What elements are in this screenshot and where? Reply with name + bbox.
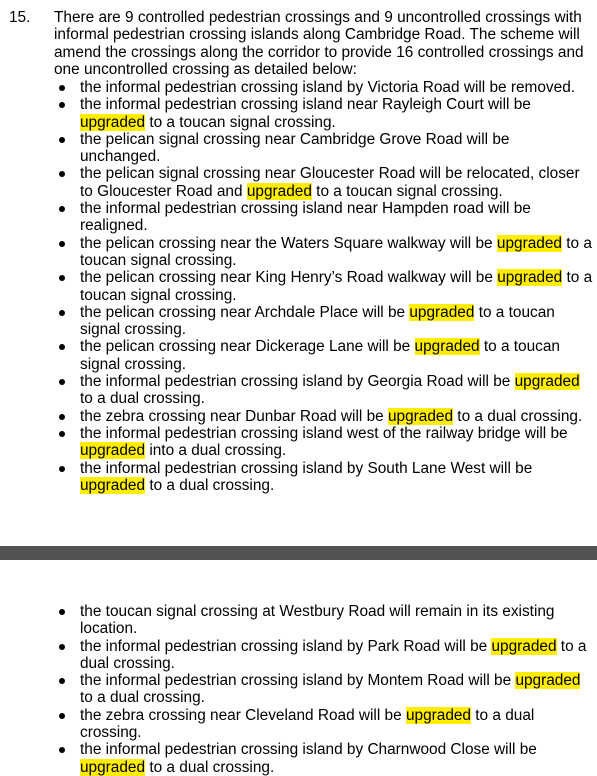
bullet-text-continued: to a toucan signal crossing. (80, 303, 555, 339)
bullet-dot-icon (59, 102, 65, 108)
bullet-item (0, 408, 597, 425)
highlighted-text: upgraded (491, 637, 557, 655)
bullet-dot-icon (59, 344, 65, 350)
bullet-dot-icon (59, 275, 65, 281)
bullet-text-continued: to a toucan signal crossing. (145, 113, 336, 131)
highlighted-text: upgraded (80, 476, 146, 494)
highlighted-text: upgraded (409, 303, 475, 321)
bullet-dot-icon (59, 431, 65, 437)
highlighted-text: upgraded (514, 373, 580, 391)
bullet-text-continued: to a dual crossing. (80, 689, 205, 707)
bullet-dot-icon (59, 713, 65, 719)
bullet-text: the informal pedestrian crossing island by Charnwood Close will be (80, 741, 537, 759)
highlighted-text: upgraded (80, 758, 146, 776)
bullet-dot-icon (59, 747, 65, 753)
bullet-item (0, 425, 597, 460)
bullet-dot-icon (59, 466, 65, 472)
bullet-item (0, 304, 597, 339)
highlighted-text: upgraded (515, 672, 581, 690)
document-page-bottom (0, 598, 597, 776)
bullet-text: the toucan signal crossing at Westbury Road will remain in its existing location. (80, 603, 555, 638)
bullet-dot-icon (59, 379, 65, 385)
highlighted-text: upgraded (80, 442, 146, 460)
bullet-dot-icon (59, 206, 65, 212)
paragraph-intro: There are 9 controlled pedestrian crossings and 9 uncontrolled crossings with informal pedestrian crossing islands along Cambridge Road. The scheme will amend the crossings along the corridor to provide 16 controlled crossings and one uncontrolled crossing as detailed below: (54, 9, 584, 78)
bullet-dot-icon (59, 414, 65, 420)
bullet-item (0, 741, 597, 776)
bullet-text: the pelican crossing near Dickerage Lane will be (80, 338, 415, 356)
bullet-dot-icon (59, 609, 65, 615)
bullet-text: the pelican signal crossing near Gloucester Road will be relocated, closer to Gloucester Road and (80, 165, 580, 200)
bullet-dot-icon (59, 171, 65, 177)
bullet-dot-icon (59, 137, 65, 143)
bullet-text: the pelican crossing near the Waters Square walkway will be (80, 234, 497, 252)
bullet-text-continued: to a dual crossing. (80, 637, 587, 672)
highlighted-text: upgraded (246, 182, 312, 200)
bullet-text-continued: to a toucan signal crossing. (80, 338, 560, 373)
bullet-dot-icon (59, 241, 65, 247)
paragraph-number: 15. (9, 9, 31, 26)
bullet-item (0, 131, 597, 166)
highlighted-text: upgraded (405, 706, 471, 724)
bullet-item (0, 373, 597, 408)
highlighted-text: upgraded (496, 234, 562, 252)
bullet-item (0, 460, 597, 495)
bullet-text: the pelican crossing near Archdale Place will be (80, 303, 410, 321)
highlighted-text: upgraded (80, 113, 146, 131)
bullet-item (0, 200, 597, 235)
bullet-text: the informal pedestrian crossing island by Park Road will be (80, 637, 492, 655)
bullet-text: the informal pedestrian crossing island by Victoria Road will be removed. (80, 79, 576, 96)
bullet-text-continued: to a toucan signal crossing. (80, 269, 593, 304)
bullet-text: the informal pedestrian crossing island by Montem Road will be (80, 672, 516, 690)
bullet-text: the zebra crossing near Cleveland Road will be (80, 706, 406, 724)
highlighted-text: upgraded (414, 338, 480, 356)
bullet-text: the pelican crossing near King Henry’s Road walkway will be (80, 269, 498, 287)
bullet-text-continued: to a dual crossing. (80, 706, 535, 742)
bullet-text-continued: to a toucan signal crossing. (80, 234, 592, 269)
bullet-item (0, 638, 597, 673)
bullet-item (0, 269, 597, 304)
highlighted-text: upgraded (497, 269, 563, 287)
bullet-dot-icon (59, 310, 65, 316)
bullet-item (0, 603, 597, 638)
bullet-text: the informal pedestrian crossing island near Rayleigh Court will be (80, 96, 531, 114)
bullet-dot-icon (59, 678, 65, 684)
bullet-text-continued: to a dual crossing. (145, 476, 275, 494)
highlighted-text: upgraded (387, 407, 454, 425)
bullet-text-continued: to a dual crossing. (453, 407, 583, 425)
page-break-divider (0, 546, 597, 560)
bullet-item (0, 79, 597, 96)
crossings-bullet-list-page-2 (0, 603, 597, 776)
bullet-text-continued: to a dual crossing. (80, 390, 205, 408)
bullet-text-continued: into a dual crossing. (145, 442, 287, 460)
bullet-text: the informal pedestrian crossing island by South Lane West will be (80, 459, 533, 477)
bullet-dot-icon (59, 85, 65, 91)
bullet-text-continued: to a toucan signal crossing. (311, 182, 503, 200)
bullet-text-continued: to a dual crossing. (145, 758, 275, 776)
bullet-text: the informal pedestrian crossing island by Georgia Road will be (80, 373, 515, 391)
bullet-text: the pelican signal crossing near Cambridge Grove Road will be unchanged. (80, 130, 510, 166)
bullet-text: the informal pedestrian crossing island west of the railway bridge will be (80, 424, 568, 442)
bullet-item (0, 338, 597, 373)
bullet-item (0, 707, 597, 742)
bullet-item (0, 96, 597, 131)
bullet-item (0, 235, 597, 270)
bullet-item (0, 672, 597, 707)
bullet-item (0, 165, 597, 200)
crossings-bullet-list-page-1 (0, 79, 597, 494)
bullet-dot-icon (59, 644, 65, 650)
bullet-text: the zebra crossing near Dunbar Road will be (80, 407, 388, 425)
bullet-text: the informal pedestrian crossing island near Hampden road will be realigned. (80, 200, 531, 235)
